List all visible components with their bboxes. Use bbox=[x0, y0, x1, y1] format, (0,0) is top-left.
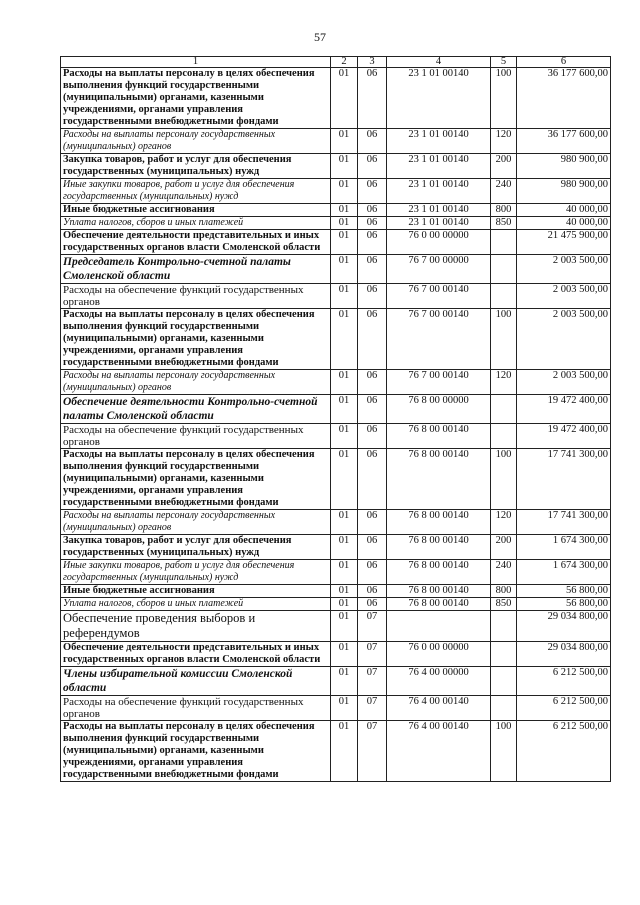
header-cell: 2 bbox=[331, 57, 358, 68]
amount-cell: 1 674 300,00 bbox=[517, 535, 611, 560]
table-row bbox=[61, 424, 611, 449]
subsection-code-cell: 06 bbox=[358, 560, 387, 585]
subsection-code-cell: 06 bbox=[358, 284, 387, 309]
item-name-cell: Иные закупки товаров, работ и услуг для обеспечения государственных (муниципальных) нужд bbox=[61, 179, 331, 204]
subsection-code-cell: 06 bbox=[358, 68, 387, 129]
item-name-cell: Расходы на обеспечение функций государственных органов bbox=[61, 696, 331, 721]
table-row bbox=[61, 642, 611, 667]
section-code-cell: 01 bbox=[331, 179, 358, 204]
subsection-code-cell: 06 bbox=[358, 510, 387, 535]
item-name-cell: Закупка товаров, работ и услуг для обеспечения государственных (муниципальных) нужд bbox=[61, 154, 331, 179]
expense-type-code-cell bbox=[491, 284, 517, 309]
expense-type-code-cell: 120 bbox=[491, 370, 517, 395]
expense-type-code-cell: 200 bbox=[491, 154, 517, 179]
header-cell: 3 bbox=[358, 57, 387, 68]
expense-type-code-cell bbox=[491, 395, 517, 424]
target-article-code-cell: 23 1 01 00140 bbox=[387, 154, 491, 179]
expense-type-code-cell: 240 bbox=[491, 560, 517, 585]
subsection-code-cell: 06 bbox=[358, 204, 387, 217]
subsection-code-cell: 06 bbox=[358, 179, 387, 204]
subsection-code-cell: 06 bbox=[358, 424, 387, 449]
section-code-cell: 01 bbox=[331, 217, 358, 230]
page-number: 57 bbox=[314, 30, 326, 44]
header-cell: 4 bbox=[387, 57, 491, 68]
table-row bbox=[61, 535, 611, 560]
item-name-cell: Расходы на выплаты персоналу государственных (муниципальных) органов bbox=[61, 129, 331, 154]
table-row bbox=[61, 370, 611, 395]
section-code-cell: 01 bbox=[331, 449, 358, 510]
table-row bbox=[61, 309, 611, 370]
amount-cell: 1 674 300,00 bbox=[517, 560, 611, 585]
amount-cell: 21 475 900,00 bbox=[517, 230, 611, 255]
table-row bbox=[61, 449, 611, 510]
item-name-cell: Члены избирательной комиссии Смоленской области bbox=[61, 667, 331, 696]
section-code-cell: 01 bbox=[331, 696, 358, 721]
amount-cell: 2 003 500,00 bbox=[517, 255, 611, 284]
amount-cell: 29 034 800,00 bbox=[517, 642, 611, 667]
table-row bbox=[61, 560, 611, 585]
target-article-code-cell: 76 8 00 00140 bbox=[387, 510, 491, 535]
item-name-cell: Уплата налогов, сборов и иных платежей bbox=[61, 217, 331, 230]
amount-cell: 40 000,00 bbox=[517, 217, 611, 230]
item-name-cell: Иные бюджетные ассигнования bbox=[61, 585, 331, 598]
amount-cell: 6 212 500,00 bbox=[517, 696, 611, 721]
item-name-cell: Расходы на выплаты персоналу в целях обеспечения выполнения функций государственными (муниципальными) органами, казенными учреждениями, органами управления государственными внебюджетными фондами bbox=[61, 309, 331, 370]
section-code-cell: 01 bbox=[331, 230, 358, 255]
amount-cell: 29 034 800,00 bbox=[517, 611, 611, 642]
subsection-code-cell: 06 bbox=[358, 370, 387, 395]
amount-cell: 19 472 400,00 bbox=[517, 424, 611, 449]
target-article-code-cell: 23 1 01 00140 bbox=[387, 68, 491, 129]
table-row bbox=[61, 255, 611, 284]
section-code-cell: 01 bbox=[331, 598, 358, 611]
subsection-code-cell: 06 bbox=[358, 309, 387, 370]
section-code-cell: 01 bbox=[331, 154, 358, 179]
amount-cell: 2 003 500,00 bbox=[517, 370, 611, 395]
target-article-code-cell: 76 8 00 00140 bbox=[387, 585, 491, 598]
subsection-code-cell: 06 bbox=[358, 217, 387, 230]
item-name-cell: Расходы на выплаты персоналу в целях обеспечения выполнения функций государственными (муниципальными) органами, казенными учреждениями, органами управления государственными внебюджетными фондами bbox=[61, 721, 331, 782]
amount-cell: 2 003 500,00 bbox=[517, 309, 611, 370]
expense-type-code-cell: 800 bbox=[491, 585, 517, 598]
amount-cell: 19 472 400,00 bbox=[517, 395, 611, 424]
expense-type-code-cell: 240 bbox=[491, 179, 517, 204]
target-article-code-cell: 23 1 01 00140 bbox=[387, 129, 491, 154]
section-code-cell: 01 bbox=[331, 611, 358, 642]
subsection-code-cell: 07 bbox=[358, 611, 387, 642]
target-article-code-cell: 76 8 00 00140 bbox=[387, 449, 491, 510]
amount-cell: 17 741 300,00 bbox=[517, 449, 611, 510]
target-article-code-cell: 76 7 00 00000 bbox=[387, 255, 491, 284]
section-code-cell: 01 bbox=[331, 204, 358, 217]
section-code-cell: 01 bbox=[331, 395, 358, 424]
item-name-cell: Расходы на обеспечение функций государственных органов bbox=[61, 424, 331, 449]
table-row bbox=[61, 721, 611, 782]
expense-type-code-cell bbox=[491, 696, 517, 721]
target-article-code-cell: 23 1 01 00140 bbox=[387, 204, 491, 217]
table-row bbox=[61, 204, 611, 217]
expense-type-code-cell: 800 bbox=[491, 204, 517, 217]
amount-cell: 6 212 500,00 bbox=[517, 667, 611, 696]
target-article-code-cell: 76 8 00 00140 bbox=[387, 424, 491, 449]
header-cell: 5 bbox=[491, 57, 517, 68]
table-row bbox=[61, 598, 611, 611]
item-name-cell: Расходы на выплаты персоналу государственных (муниципальных) органов bbox=[61, 510, 331, 535]
amount-cell: 2 003 500,00 bbox=[517, 284, 611, 309]
table-row bbox=[61, 217, 611, 230]
item-name-cell: Расходы на выплаты персоналу в целях обеспечения выполнения функций государственными (муниципальными) органами, казенными учреждениями, органами управления государственными внебюджетными фондами bbox=[61, 449, 331, 510]
table-row bbox=[61, 68, 611, 129]
item-name-cell: Закупка товаров, работ и услуг для обеспечения государственных (муниципальных) нужд bbox=[61, 535, 331, 560]
subsection-code-cell: 07 bbox=[358, 667, 387, 696]
section-code-cell: 01 bbox=[331, 129, 358, 154]
section-code-cell: 01 bbox=[331, 255, 358, 284]
expense-type-code-cell: 850 bbox=[491, 217, 517, 230]
header-cell: 6 bbox=[517, 57, 611, 68]
expense-type-code-cell: 100 bbox=[491, 721, 517, 782]
table-row bbox=[61, 667, 611, 696]
item-name-cell: Расходы на выплаты персоналу в целях обеспечения выполнения функций государственными (муниципальными) органами, казенными учреждениями, органами управления государственными внебюджетными фондами bbox=[61, 68, 331, 129]
table-row bbox=[61, 284, 611, 309]
target-article-code-cell: 76 7 00 00140 bbox=[387, 370, 491, 395]
subsection-code-cell: 06 bbox=[358, 255, 387, 284]
table-row bbox=[61, 611, 611, 642]
target-article-code-cell bbox=[387, 611, 491, 642]
target-article-code-cell: 76 8 00 00140 bbox=[387, 560, 491, 585]
table-row bbox=[61, 510, 611, 535]
expense-type-code-cell: 850 bbox=[491, 598, 517, 611]
amount-cell: 56 800,00 bbox=[517, 598, 611, 611]
subsection-code-cell: 06 bbox=[358, 129, 387, 154]
section-code-cell: 01 bbox=[331, 535, 358, 560]
target-article-code-cell: 76 0 00 00000 bbox=[387, 230, 491, 255]
item-name-cell: Обеспечение деятельности представительных и иных государственных органов власти Смоленской области bbox=[61, 230, 331, 255]
target-article-code-cell: 76 4 00 00000 bbox=[387, 667, 491, 696]
item-name-cell: Расходы на обеспечение функций государственных органов bbox=[61, 284, 331, 309]
item-name-cell: Председатель Контрольно-счетной палаты Смоленской области bbox=[61, 255, 331, 284]
expense-type-code-cell: 120 bbox=[491, 510, 517, 535]
amount-cell: 36 177 600,00 bbox=[517, 68, 611, 129]
table-row bbox=[61, 230, 611, 255]
item-name-cell: Иные бюджетные ассигнования bbox=[61, 204, 331, 217]
expense-type-code-cell bbox=[491, 424, 517, 449]
target-article-code-cell: 76 8 00 00000 bbox=[387, 395, 491, 424]
section-code-cell: 01 bbox=[331, 284, 358, 309]
target-article-code-cell: 76 8 00 00140 bbox=[387, 598, 491, 611]
section-code-cell: 01 bbox=[331, 642, 358, 667]
section-code-cell: 01 bbox=[331, 585, 358, 598]
section-code-cell: 01 bbox=[331, 510, 358, 535]
subsection-code-cell: 06 bbox=[358, 230, 387, 255]
amount-cell: 6 212 500,00 bbox=[517, 721, 611, 782]
subsection-code-cell: 06 bbox=[358, 449, 387, 510]
item-name-cell: Обеспечение деятельности представительных и иных государственных органов власти Смоленской области bbox=[61, 642, 331, 667]
table-row bbox=[61, 585, 611, 598]
section-code-cell: 01 bbox=[331, 560, 358, 585]
section-code-cell: 01 bbox=[331, 370, 358, 395]
table-row bbox=[61, 395, 611, 424]
budget-table bbox=[60, 56, 611, 782]
table-row bbox=[61, 129, 611, 154]
item-name-cell: Иные закупки товаров, работ и услуг для обеспечения государственных (муниципальных) нужд bbox=[61, 560, 331, 585]
expense-type-code-cell: 100 bbox=[491, 449, 517, 510]
item-name-cell: Расходы на выплаты персоналу государственных (муниципальных) органов bbox=[61, 370, 331, 395]
section-code-cell: 01 bbox=[331, 667, 358, 696]
expense-type-code-cell: 100 bbox=[491, 68, 517, 129]
subsection-code-cell: 06 bbox=[358, 585, 387, 598]
target-article-code-cell: 23 1 01 00140 bbox=[387, 217, 491, 230]
subsection-code-cell: 06 bbox=[358, 535, 387, 560]
amount-cell: 17 741 300,00 bbox=[517, 510, 611, 535]
amount-cell: 980 900,00 bbox=[517, 154, 611, 179]
expense-type-code-cell bbox=[491, 255, 517, 284]
target-article-code-cell: 76 4 00 00140 bbox=[387, 696, 491, 721]
target-article-code-cell: 76 7 00 00140 bbox=[387, 309, 491, 370]
target-article-code-cell: 76 0 00 00000 bbox=[387, 642, 491, 667]
expense-type-code-cell bbox=[491, 230, 517, 255]
expense-type-code-cell bbox=[491, 667, 517, 696]
item-name-cell: Уплата налогов, сборов и иных платежей bbox=[61, 598, 331, 611]
table-row bbox=[61, 696, 611, 721]
target-article-code-cell: 76 4 00 00140 bbox=[387, 721, 491, 782]
expense-type-code-cell: 200 bbox=[491, 535, 517, 560]
table-header-row bbox=[61, 57, 611, 68]
section-code-cell: 01 bbox=[331, 424, 358, 449]
subsection-code-cell: 06 bbox=[358, 154, 387, 179]
amount-cell: 40 000,00 bbox=[517, 204, 611, 217]
amount-cell: 56 800,00 bbox=[517, 585, 611, 598]
section-code-cell: 01 bbox=[331, 309, 358, 370]
section-code-cell: 01 bbox=[331, 68, 358, 129]
item-name-cell: Обеспечение деятельности Контрольно-счетной палаты Смоленской области bbox=[61, 395, 331, 424]
section-code-cell: 01 bbox=[331, 721, 358, 782]
target-article-code-cell: 76 8 00 00140 bbox=[387, 535, 491, 560]
amount-cell: 36 177 600,00 bbox=[517, 129, 611, 154]
header-cell: 1 bbox=[61, 57, 331, 68]
expense-type-code-cell bbox=[491, 642, 517, 667]
expense-type-code-cell: 120 bbox=[491, 129, 517, 154]
expense-type-code-cell bbox=[491, 611, 517, 642]
subsection-code-cell: 06 bbox=[358, 395, 387, 424]
item-name-cell: Обеспечение проведения выборов и референдумов bbox=[61, 611, 331, 642]
subsection-code-cell: 06 bbox=[358, 598, 387, 611]
subsection-code-cell: 07 bbox=[358, 721, 387, 782]
subsection-code-cell: 07 bbox=[358, 696, 387, 721]
amount-cell: 980 900,00 bbox=[517, 179, 611, 204]
table-row bbox=[61, 179, 611, 204]
target-article-code-cell: 76 7 00 00140 bbox=[387, 284, 491, 309]
table-row bbox=[61, 154, 611, 179]
target-article-code-cell: 23 1 01 00140 bbox=[387, 179, 491, 204]
subsection-code-cell: 07 bbox=[358, 642, 387, 667]
expense-type-code-cell: 100 bbox=[491, 309, 517, 370]
